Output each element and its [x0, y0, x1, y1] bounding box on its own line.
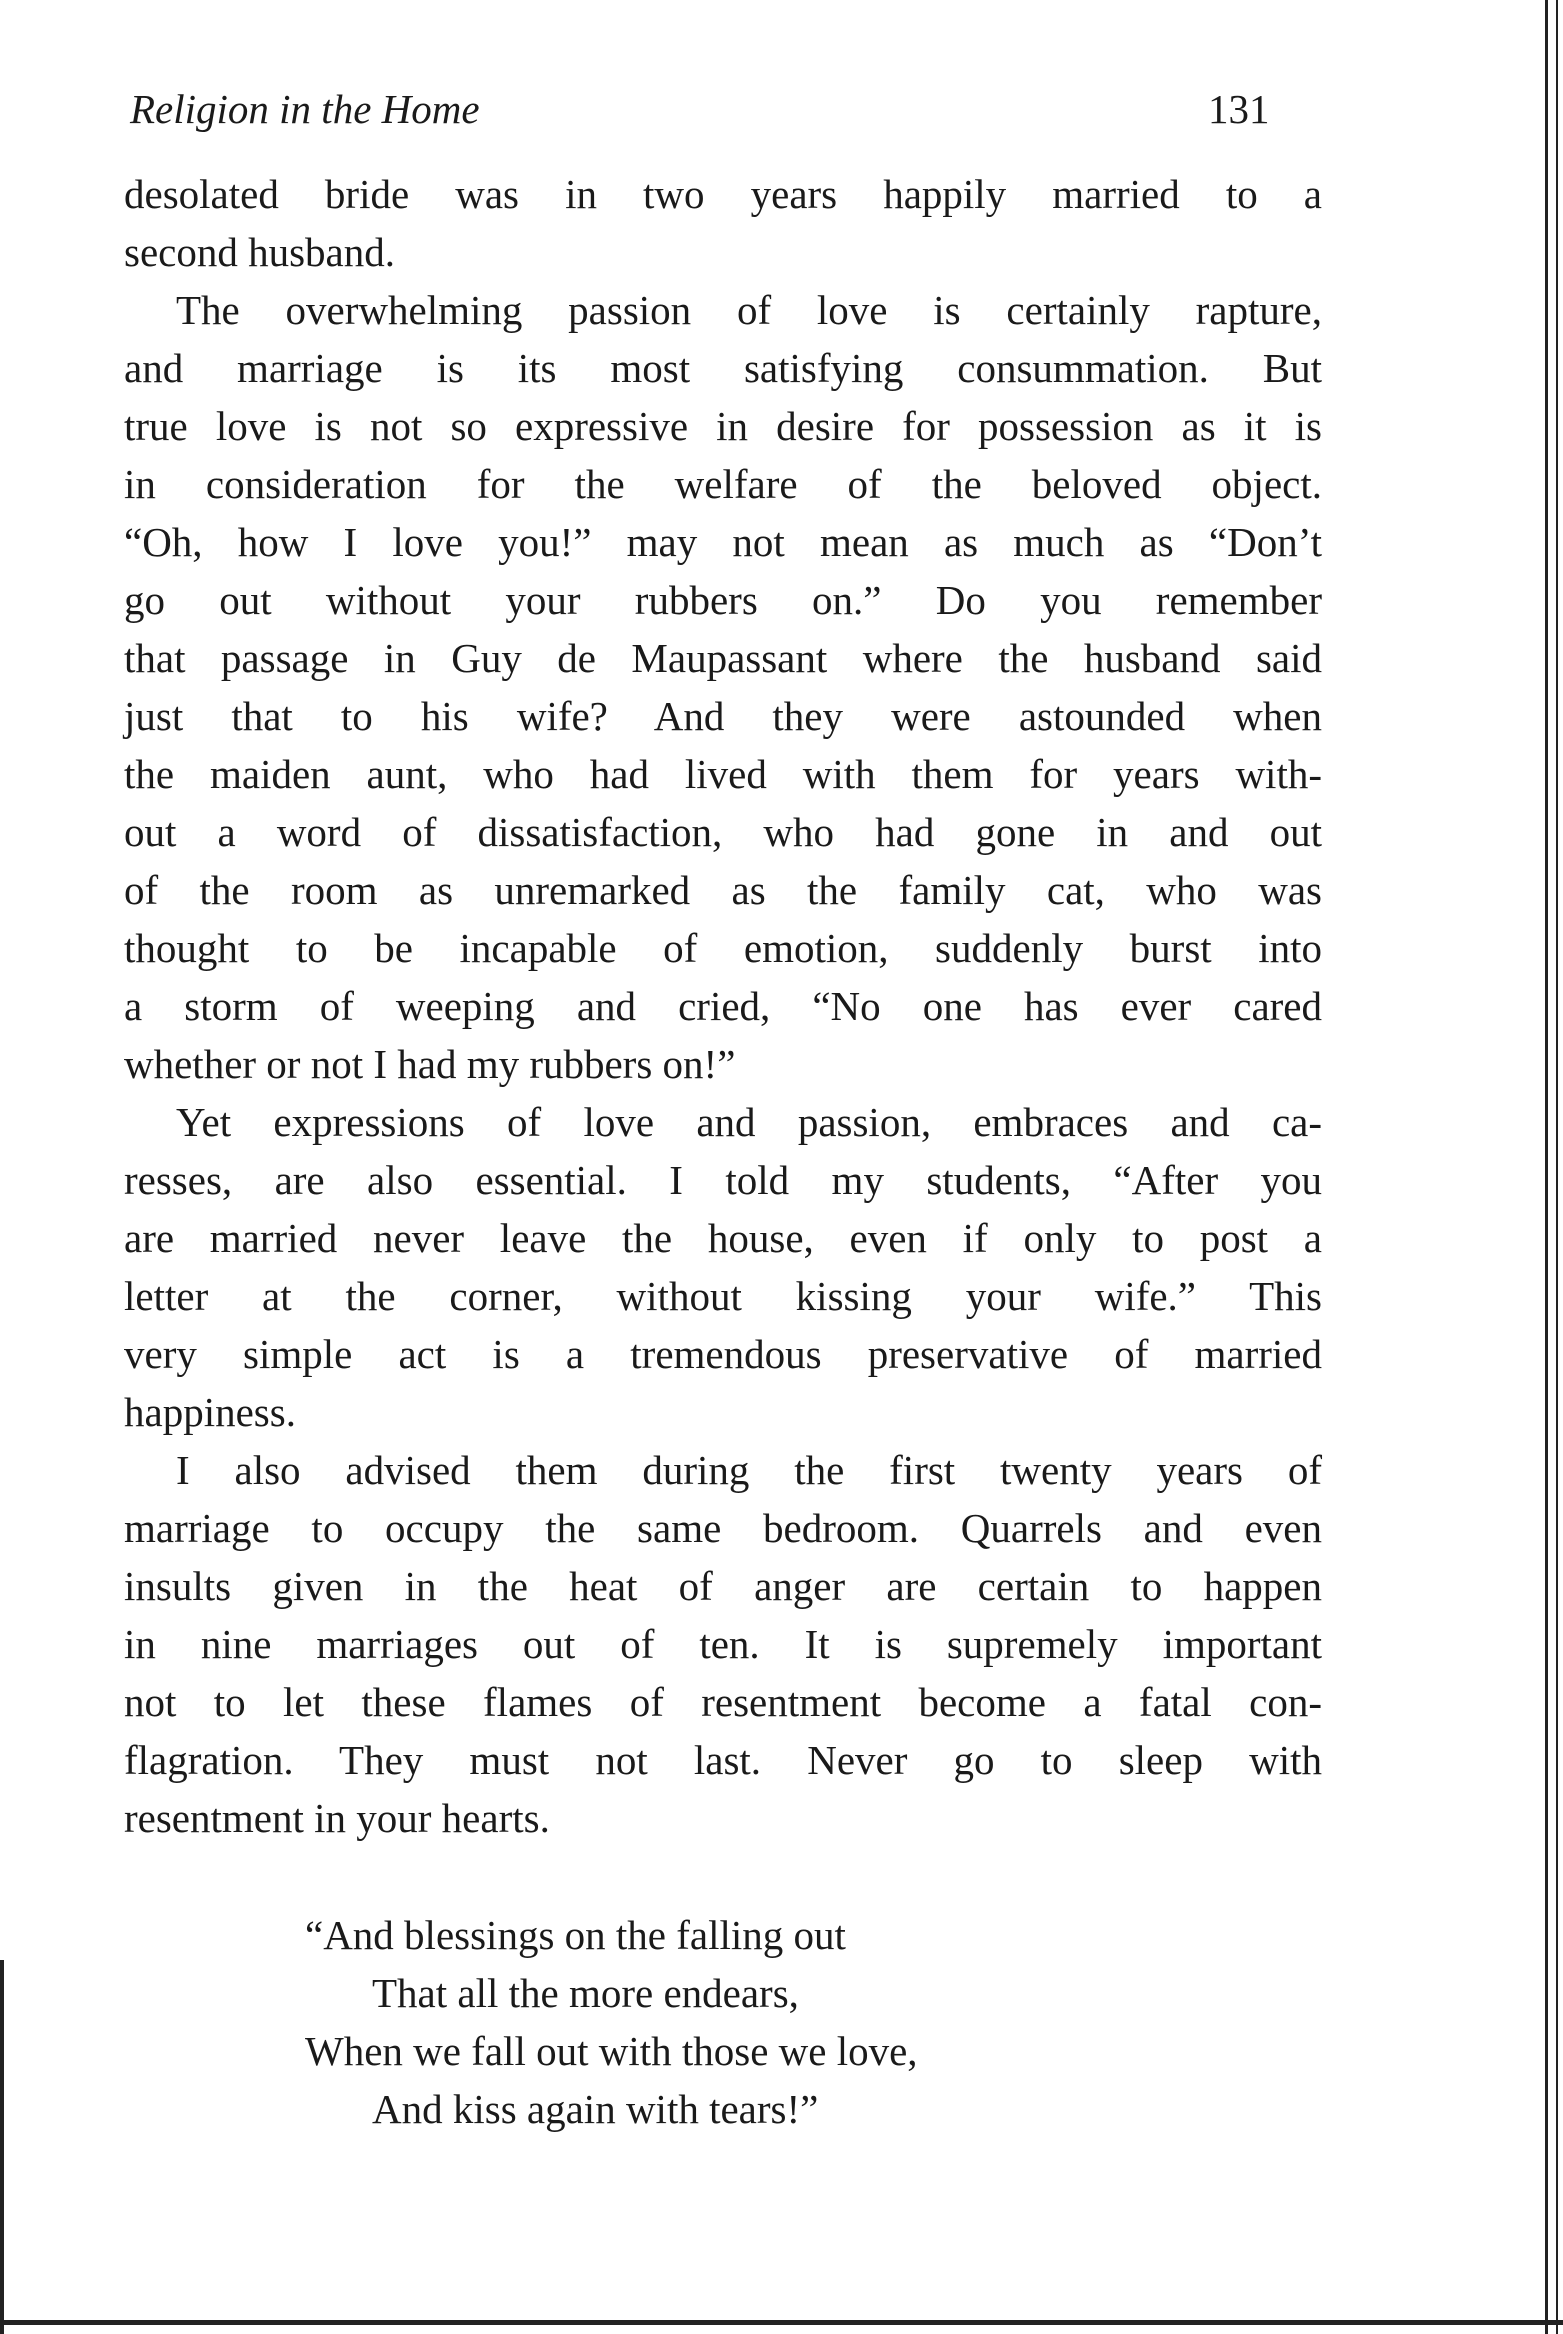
- text-line: that passage in Guy de Maupassant where the husband said: [124, 635, 1322, 681]
- text-line: in nine marriages out of ten. It is supremely important: [124, 1621, 1322, 1667]
- text-line: true love is not so expressive in desire for possession as it is: [124, 403, 1322, 449]
- text-line: flagration. They must not last. Never go to sleep with: [124, 1737, 1322, 1783]
- text-line: insults given in the heat of anger are certain to happen: [124, 1563, 1322, 1609]
- page-edge-right-outer: [1556, 0, 1558, 2334]
- page-edge-left: [0, 1960, 4, 2334]
- poem-line: When we fall out with those we love,: [305, 2028, 918, 2074]
- text-line: just that to his wife? And they were astounded when: [124, 693, 1322, 739]
- poem-line: And kiss again with tears!”: [372, 2086, 819, 2132]
- poem-line: “And blessings on the falling out: [305, 1912, 846, 1958]
- text-line: I also advised them during the first twenty years of: [176, 1447, 1322, 1493]
- text-line: marriage to occupy the same bedroom. Quarrels and even: [124, 1505, 1322, 1551]
- text-line: go out without your rubbers on.” Do you remember: [124, 577, 1322, 623]
- text-line: the maiden aunt, who had lived with them for years with-: [124, 751, 1322, 797]
- text-line: thought to be incapable of emotion, suddenly burst into: [124, 925, 1322, 971]
- text-line: out a word of dissatisfaction, who had gone in and out: [124, 809, 1322, 855]
- page-edge-right: [1545, 0, 1548, 2334]
- poem-quote: [0, 1906, 1563, 2138]
- text-line: whether or not I had my rubbers on!”: [124, 1041, 736, 1087]
- poem-line: That all the more endears,: [372, 1970, 799, 2016]
- text-line: and marriage is its most satisfying consummation. But: [124, 345, 1322, 391]
- text-line: resses, are also essential. I told my students, “After you: [124, 1157, 1322, 1203]
- running-title: Religion in the Home: [130, 86, 480, 132]
- body-text: [124, 165, 1322, 1847]
- text-line: happiness.: [124, 1389, 296, 1435]
- text-line: resentment in your hearts.: [124, 1795, 550, 1841]
- page-edge-bottom: [0, 2320, 1563, 2325]
- text-line: very simple act is a tremendous preservative of married: [124, 1331, 1322, 1377]
- text-line: Yet expressions of love and passion, embraces and ca-: [176, 1099, 1322, 1145]
- text-line: of the room as unremarked as the family cat, who was: [124, 867, 1322, 913]
- text-line: “Oh, how I love you!” may not mean as much as “Don’t: [124, 519, 1322, 565]
- text-line: letter at the corner, without kissing your wife.” This: [124, 1273, 1322, 1319]
- text-line: The overwhelming passion of love is certainly rapture,: [176, 287, 1322, 333]
- text-line: a storm of weeping and cried, “No one has ever cared: [124, 983, 1322, 1029]
- text-line: second husband.: [124, 229, 396, 275]
- text-line: in consideration for the welfare of the beloved object.: [124, 461, 1322, 507]
- text-line: desolated bride was in two years happily married to a: [124, 171, 1322, 217]
- page-number: 131: [1208, 86, 1270, 132]
- text-line: are married never leave the house, even if only to post a: [124, 1215, 1322, 1261]
- text-line: not to let these flames of resentment become a fatal con-: [124, 1679, 1322, 1725]
